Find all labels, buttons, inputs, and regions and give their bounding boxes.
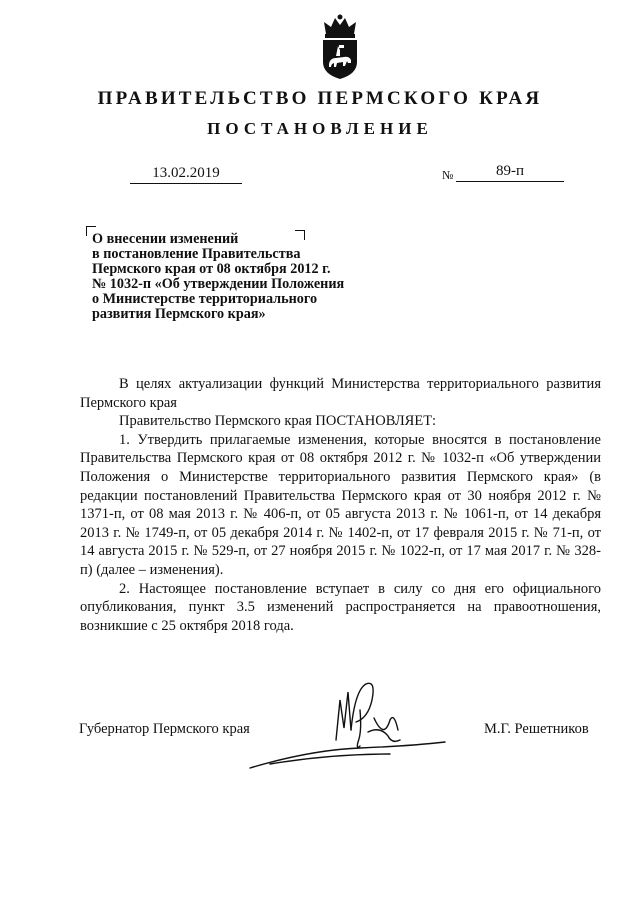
body-paragraph-item-2: 2. Настоящее постановление вступает в силу со дня его официального опубликования, пункт 3.5 изменений распространяется на правоотношения, возникшие с 25 октября 2018 года. [80,580,601,634]
body-paragraph-item-1: 1. Утвердить прилагаемые изменения, которые вносятся в постановление Правительства Пермского края от 08 октября 2012 г. № 1032-п «Об утверждении Положения о Министерстве территориального развития Пермского края» (в редакции постановлений Правительства Пермского края от 30 ноября 2012 г. № 1371-п, от 08 мая 2013 г. № 406-п, от 05 августа 2013 г. № 1061-п, от 14 декабря 2013 г. № 1749-п, от 05 декабря 2014 г. № 1402-п, от 17 февраля 2015 г. № 71-п, от 14 августа 2015 г. № 529-п, от 27 ноября 2015 г. № 1022-п, от 17 мая 2017 г. № 328-п) (далее – изменения). [80,431,601,578]
subject-line: в постановление Правительства [92,246,301,262]
body-paragraph-resolves: Правительство Пермского края ПОСТАНОВЛЯЕТ: [119,413,437,430]
subject-line: Пермского края от 08 октября 2012 г. [92,261,331,277]
document-type: ПОСТАНОВЛЕНИЕ [207,119,433,138]
signatory-role: Губернатор Пермского края [79,721,250,737]
document-subject [92,232,372,322]
body-paragraph-purpose: В целях актуализации функций Министерства территориального развития Пермского края [80,376,601,411]
perm-krai-coat-of-arms-icon [318,12,362,80]
subject-line: о Министерстве территориального [92,291,318,307]
subject-line: № 1032-п «Об утверждении Положения [92,276,345,292]
number-sign: № [442,168,454,182]
document-date: 13.02.2019 [130,163,242,184]
document-body [80,375,601,635]
subject-line: О внесении изменений [92,231,239,247]
signatory-name: М.Г. Решетников [484,721,589,737]
handwritten-signature [240,670,450,775]
government-title: ПРАВИТЕЛЬСТВО ПЕРМСКОГО КРАЯ [97,88,543,109]
subject-line: развития Пермского края» [92,306,266,322]
document-number: 89-п [456,161,564,182]
